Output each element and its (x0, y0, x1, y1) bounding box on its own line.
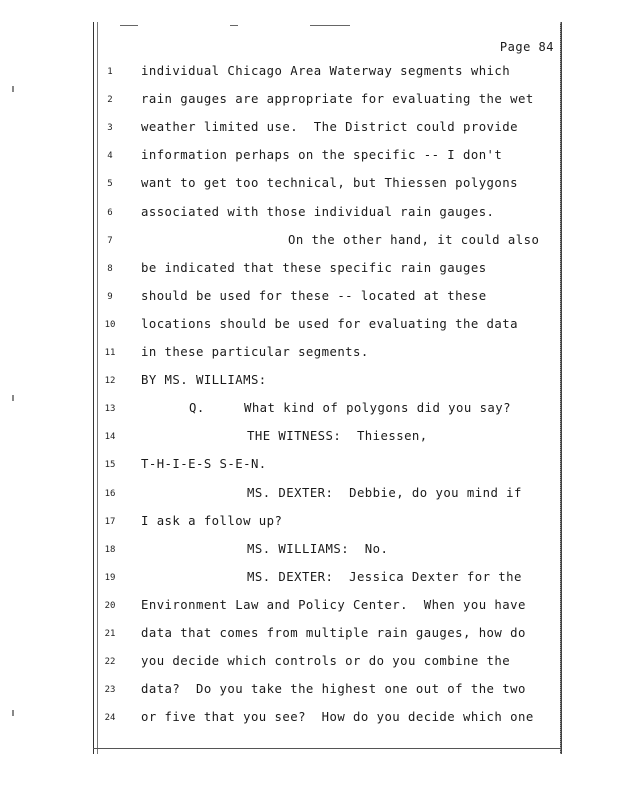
transcript-line (0, 315, 618, 335)
page-number: Page 84 (499, 40, 554, 54)
transcript-line (0, 455, 618, 475)
line-text: want to get too technical, but Thiessen polygons (141, 176, 518, 191)
line-text: individual Chicago Area Waterway segments which (141, 64, 511, 78)
line-number: 1 (107, 67, 113, 77)
line-text: information perhaps on the specific -- I don't (141, 148, 503, 163)
transcript-line (0, 596, 618, 616)
transcript-line (0, 484, 618, 504)
line-text: MS. DEXTER: Debbie, do you mind if (247, 485, 522, 500)
line-text: BY MS. WILLIAMS: (141, 373, 267, 388)
line-number: 21 (104, 629, 116, 639)
line-text: MS. WILLIAMS: No. (247, 541, 389, 556)
line-number: 4 (107, 151, 113, 162)
scan-artifact-mark (230, 25, 238, 26)
transcript-line (0, 146, 618, 166)
line-text: you decide which controls or do you combine the (141, 654, 511, 669)
transcript-line (0, 231, 618, 251)
line-text: data that comes from multiple rain gauges, how do (141, 626, 526, 640)
bottom-rule (93, 748, 561, 749)
line-number: 12 (104, 376, 116, 387)
line-number: 23 (104, 685, 116, 696)
line-text: I ask a follow up? (141, 513, 283, 528)
transcript-line (0, 174, 618, 194)
line-text: T-H-I-E-S S-E-N. (141, 457, 267, 472)
transcript-line (0, 90, 618, 110)
line-text: MS. DEXTER: Jessica Dexter for the (247, 569, 522, 584)
line-text: Environment Law and Policy Center. When you have (141, 597, 526, 612)
line-text: data? Do you take the highest one out of the two (141, 682, 526, 697)
transcript-line (0, 259, 618, 279)
transcript-line (0, 118, 618, 138)
line-number: 24 (104, 713, 116, 724)
line-text: THE WITNESS: Thiessen, (247, 429, 428, 444)
line-text: weather limited use. The District could provide (141, 120, 518, 135)
line-number: 10 (104, 319, 116, 330)
transcript-line (0, 568, 618, 588)
line-number: 11 (104, 348, 116, 358)
line-number: 14 (104, 432, 116, 443)
scan-artifact-mark (310, 25, 350, 26)
line-text: On the other hand, it could also (288, 232, 540, 247)
transcript-line (0, 287, 618, 307)
line-text: Q. What kind of polygons did you say? (189, 401, 511, 416)
line-number: 13 (104, 404, 116, 415)
line-number: 20 (104, 600, 116, 611)
line-number: 5 (107, 179, 113, 190)
transcript-line (0, 203, 618, 223)
line-number: 15 (104, 460, 116, 471)
line-number: 16 (104, 488, 116, 499)
line-number: 8 (107, 263, 113, 274)
line-number: 2 (107, 95, 113, 106)
line-text: rain gauges are appropriate for evaluating the wet (141, 92, 534, 107)
line-number: 7 (107, 235, 113, 246)
transcript-line (0, 427, 618, 447)
transcript-line (0, 512, 618, 532)
line-number: 17 (104, 516, 116, 527)
line-number: 19 (104, 572, 116, 583)
line-number: 6 (107, 207, 113, 218)
line-text: in these particular segments. (141, 345, 369, 359)
transcript-line (0, 399, 618, 419)
transcript-line (0, 708, 618, 728)
line-text: associated with those individual rain gauges. (141, 204, 495, 219)
line-number: 3 (107, 123, 113, 134)
scan-artifact-mark (120, 25, 138, 26)
line-number: 18 (104, 544, 116, 555)
line-text: should be used for these -- located at these (141, 288, 487, 303)
line-text: or five that you see? How do you decide which one (141, 710, 534, 725)
transcript-line (0, 680, 618, 700)
line-number: 22 (104, 657, 116, 668)
line-text: be indicated that these specific rain gauges (141, 260, 487, 275)
transcript-line (0, 371, 618, 391)
line-text: locations should be used for evaluating the data (141, 316, 518, 331)
transcript-line (0, 652, 618, 672)
transcript-line (0, 624, 618, 644)
line-number: 9 (107, 291, 113, 302)
transcript-line (0, 62, 618, 82)
transcript-line (0, 540, 618, 560)
transcript-line (0, 343, 618, 363)
